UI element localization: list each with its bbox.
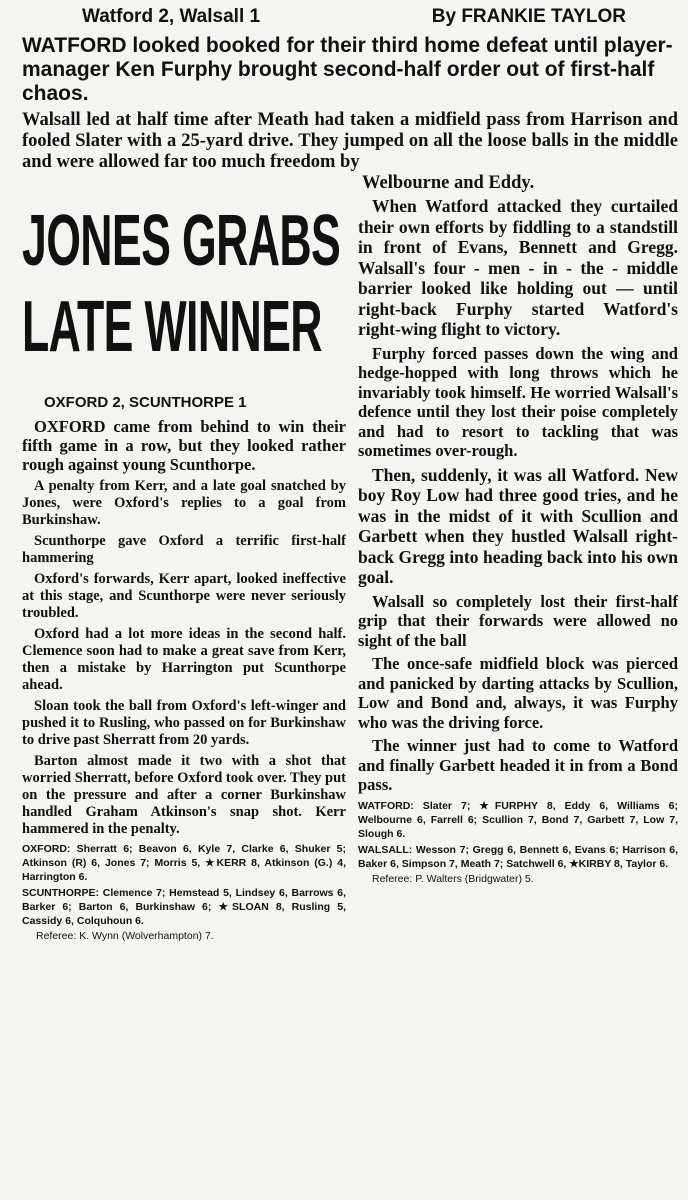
oxford-column xyxy=(22,196,358,942)
oxford-lineup: OXFORD: Sherratt 6; Beavon 6, Kyle 7, Clarke 6, Shuker 5; Atkinson (R) 6, Jones 7; Morris 5, ★KERR 8, Atkinson (G.) 4, Harrington 6. xyxy=(22,843,346,883)
watford-column xyxy=(358,196,678,942)
watford-paragraph: The once-safe midfield block was pierced and panicked by darting attacks by Scullion, Low and Bond and, always, it was Furphy who was the driving force. xyxy=(358,654,678,732)
oxford-paragraph: Sloan took the ball from Oxford's left-winger and pushed it to Rusling, who passed on for Burkinshaw to drive past Sherratt from 20 yards. xyxy=(22,698,346,748)
match-result: Watford 2, Walsall 1 xyxy=(82,6,261,27)
oxford-paragraph: Barton almost made it two with a shot that worried Sherratt, before Oxford took over. They put on the pressure and after a corner Burkinshaw handled Graham Atkinson's snap shot. Kerr hammered in the penalty. xyxy=(22,753,346,837)
watford-lineup: WATFORD: Slater 7; ★FURPHY 8, Eddy 6, Williams 6; Welbourne 6, Farrell 6; Scullion 7, Bond 7, Garbett 7, Low 7, Slough 6. xyxy=(358,799,678,840)
lead-text: Walsall led at half time after Meath had taken a midfield pass from Harrison and fooled Slater with a 25-yard drive. They jumped on all the loose balls in the middle and were allowed far too much freedom by xyxy=(22,110,678,172)
byline xyxy=(22,6,678,28)
headline-line-2: LATE WINNER xyxy=(22,287,322,367)
oxford-referee: Referee: K. Wynn (Wolverhampton) 7. xyxy=(36,930,214,942)
standfirst: WATFORD looked booked for their third home defeat until player-manager Ken Furphy brought second-half order out of first-half chaos. xyxy=(22,34,673,105)
watford-referee: Referee: P. Walters (Bridgwater) 5. xyxy=(372,872,534,885)
oxford-paragraph: A penalty from Kerr, and a late goal snatched by Jones, were Oxford's replies to a goal from Burkinshaw. xyxy=(22,478,346,528)
author: By FRANKIE TAYLOR xyxy=(431,6,626,27)
lead-paragraph xyxy=(22,110,678,194)
headline-line-1: JONES GRABS xyxy=(22,201,341,281)
watford-paragraph: Walsall so completely lost their first-half grip that their forwards were allowed no sight of the ball xyxy=(358,591,678,650)
oxford-paragraph: Oxford's forwards, Kerr apart, looked ineffective at this stage, and Scunthorpe were never seriously troubled. xyxy=(22,571,346,621)
watford-paragraph: Furphy forced passes down the wing and hedge-hopped with long throws which he invariably took himself. He worried Walsall's defence until they lost their poise completely and had to resort to tackling that was sometimes over-rough. xyxy=(358,343,678,460)
walsall-lineup: WALSALL: Wesson 7; Gregg 6, Bennett 6, Evans 6; Harrison 6, Baker 6, Simpson 7, Meath 7; Satchwell 6, ★KIRBY 8, Taylor 6. xyxy=(358,843,678,870)
oxford-subhead: OXFORD 2, SCUNTHORPE 1 xyxy=(44,394,247,411)
oxford-paragraph: Scunthorpe gave Oxford a terrific first-half hammering xyxy=(22,533,346,566)
watford-paragraph: The winner just had to come to Watford and finally Garbett headed it in from a Bond pass. xyxy=(358,736,678,794)
watford-paragraph: When Watford attacked they curtailed their own efforts by fiddling to a standstill in front of Evans, Bennett and Gregg. Walsall's four - men - in - the - middle barrier looked like holding out — until right-back Furphy started Watford's right-wing flight to victory. xyxy=(358,196,678,339)
lead-tail: Welbourne and Eddy. xyxy=(362,173,535,193)
scunthorpe-lineup: SCUNTHORPE: Clemence 7; Hemstead 5, Lindsey 6, Barrows 6, Barker 6; Barton 6, Burkinshaw 6; ★SLOAN 8, Rusling 5, Cassidy 6, Colquhoun 6. xyxy=(22,887,346,927)
watford-paragraph: Then, suddenly, it was all Watford. New boy Roy Low had three good tries, and he was in the midst of it with Scullion and Garbett when they hustled Walsall right-back Gregg into heading back into his own goal. xyxy=(358,464,678,587)
article-columns xyxy=(22,196,678,942)
oxford-paragraph: Oxford had a lot more ideas in the second half. Clemence soon had to make a great save from Kerr, then a mistake by Harrington put Scunthorpe ahead. xyxy=(22,626,346,693)
oxford-paragraph: OXFORD came from behind to win their fifth game in a row, but they looked rather rough against young Scunthorpe. xyxy=(22,417,346,474)
